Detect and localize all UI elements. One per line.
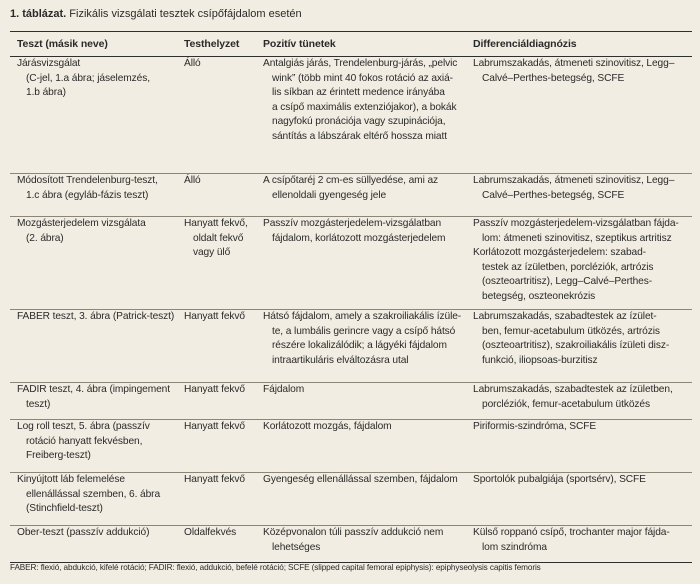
cell-position xyxy=(184,526,262,541)
cell-positive-signs xyxy=(263,526,471,555)
cell-line: ben, femur-acetabulum ütközés, artrózis xyxy=(482,325,660,337)
cell-line: wink” (több mint 40 fokos rotáció az axiá- xyxy=(272,72,453,84)
cell-line: Calvé–Perthes-betegség, SCFE xyxy=(482,72,625,84)
table-row xyxy=(10,419,692,472)
cell-line: Piriformis-szindróma, SCFE xyxy=(473,421,597,432)
cell-positive-signs xyxy=(263,217,471,246)
cell-line: Labrumszakadás, átmeneti szinovitisz, Legg– xyxy=(473,58,675,69)
cell-line: testek az ízületben, porcléziók, artrózis xyxy=(482,261,654,273)
cell-test xyxy=(17,57,182,101)
header-test: Teszt (másik neve) xyxy=(17,38,108,50)
cell-line: Hanyatt fekvő xyxy=(184,421,245,432)
cell-line: Hanyatt fekvő xyxy=(184,384,245,395)
cell-line: sántítás a lábszárak eltérő hossza miatt xyxy=(272,130,447,142)
cell-test xyxy=(17,473,182,517)
cell-line: Labrumszakadás, átmeneti szinovitisz, Legg– xyxy=(473,175,675,186)
cell-test xyxy=(17,383,182,412)
cell-line: (2. ábra) xyxy=(26,232,64,244)
cell-line: 1.b ábra) xyxy=(26,87,66,99)
cell-differential xyxy=(473,526,689,555)
cell-line: Hanyatt fekvő xyxy=(184,311,245,322)
cell-differential xyxy=(473,310,689,368)
table-row xyxy=(10,525,692,562)
cell-positive-signs xyxy=(263,310,471,368)
cell-line: lom: átmeneti szinovitisz, szeptikus artritisz xyxy=(482,232,672,244)
cell-line: nagyfokú pronációja vagy szupinációja, xyxy=(272,116,446,128)
cell-positive-signs xyxy=(263,383,471,398)
cell-line: porcléziók, femur-acetabulum ütközés xyxy=(482,398,650,410)
cell-line: a csípő maximális extenziójakor), a bokák xyxy=(272,101,457,113)
cell-line: ellenoldali gyengeség jele xyxy=(272,189,387,201)
cell-line: FADIR teszt, 4. ábra (impingement xyxy=(17,384,170,395)
cell-line: Fájdalom xyxy=(263,384,305,395)
cell-line: Álló xyxy=(184,175,201,186)
cell-line: Labrumszakadás, szabadtestek az ízület- xyxy=(473,311,657,322)
cell-line: Korlátozott mozgásterjedelem: szabad- xyxy=(473,247,646,259)
cell-line: lis síkban az érintett medence irányába xyxy=(272,87,445,99)
cell-line: Hátsó fájdalom, amely a szakroiliakális ízüle- xyxy=(263,311,462,322)
cell-test xyxy=(17,174,182,203)
cell-differential xyxy=(473,217,689,305)
cell-line: (oszteoartritisz), szakroiliakális ízületi disz- xyxy=(482,340,670,352)
cell-line: Korlátozott mozgás, fájdalom xyxy=(263,421,392,432)
cell-line: Ober-teszt (passzív addukció) xyxy=(17,527,150,538)
cell-positive-signs xyxy=(263,420,471,435)
cell-line: oldalt fekvő xyxy=(193,232,244,244)
table-footnote: FABER: flexió, abdukció, kifelé rotáció; FADIR: flexió, addukció, befelé rotáció; SCFE (slipped capital femoral epiphysis): epiphyseolysis capitis femoris xyxy=(10,563,541,572)
cell-line: fájdalom, korlátozott mozgásterjedelem xyxy=(272,232,446,244)
cell-test xyxy=(17,217,182,246)
cell-line: teszt) xyxy=(26,398,51,410)
cell-position xyxy=(184,217,262,261)
cell-line: Calvé–Perthes-betegség, SCFE xyxy=(482,189,625,201)
cell-differential xyxy=(473,383,689,412)
cell-line: Oldalfekvés xyxy=(184,527,237,538)
cell-line: 1.c ábra (egyláb-fázis teszt) xyxy=(26,189,149,201)
cell-position xyxy=(184,420,262,435)
cell-line: Passzív mozgásterjedelem-vizsgálatban fájda- xyxy=(473,218,679,229)
cell-line: Antalgiás járás, Trendelenburg-járás, „pelvic xyxy=(263,58,458,69)
cell-line: Mozgásterjedelem vizsgálata xyxy=(17,218,146,229)
cell-line: Hanyatt fekvő xyxy=(184,474,245,485)
cell-differential xyxy=(473,473,689,488)
cell-line: lom szindróma xyxy=(482,541,547,553)
header-differential-diagnosis: Differenciáldiagnózis xyxy=(473,38,577,50)
table-caption xyxy=(10,7,302,21)
cell-position xyxy=(184,473,262,488)
cell-line: (Stinchfield-teszt) xyxy=(26,503,103,515)
cell-line: (C-jel, 1.a ábra; jáselemzés, xyxy=(26,72,150,84)
cell-position xyxy=(184,174,262,189)
header-positive-signs: Pozitív tünetek xyxy=(263,38,336,50)
cell-position xyxy=(184,383,262,398)
table-row xyxy=(10,216,692,309)
cell-line: Középvonalon túli passzív addukció nem xyxy=(263,527,444,538)
cell-test xyxy=(17,420,182,464)
cell-line: intraartikuláris elváltozásra utal xyxy=(272,354,409,366)
cell-line: te, a lumbális gerincre vagy a csípő hátsó xyxy=(272,325,456,337)
cell-line: lehetséges xyxy=(272,541,321,553)
cell-line: Járásvizsgálat xyxy=(17,58,81,69)
cell-position xyxy=(184,57,262,72)
cell-line: funkció, iliopsoas-burzitisz xyxy=(482,354,598,366)
table-header-row xyxy=(10,32,692,57)
cell-line: FABER teszt, 3. ábra (Patrick-teszt) xyxy=(17,311,175,322)
table-caption-text: Fizikális vizsgálati tesztek csípőfájdalom esetén xyxy=(66,8,302,20)
cell-line: Álló xyxy=(184,58,201,69)
cell-line: betegség, oszteonekrózis xyxy=(482,290,596,302)
table-row xyxy=(10,382,692,419)
cell-differential xyxy=(473,174,689,203)
table-row xyxy=(10,309,692,382)
cell-line: (oszteoartritisz), Legg–Calvé–Perthes- xyxy=(482,276,653,288)
cell-line: ellenállással szemben, 6. ábra xyxy=(26,488,161,500)
table-caption-label: 1. táblázat. xyxy=(10,8,67,20)
cell-line: Gyengeség ellenállással szemben, fájdalom xyxy=(263,474,458,485)
cell-differential xyxy=(473,420,689,435)
cell-line: Sportolók pubalgiája (sportsérv), SCFE xyxy=(473,474,646,485)
cell-differential xyxy=(473,57,689,86)
cell-position xyxy=(184,310,262,325)
header-position: Testhelyzet xyxy=(184,38,240,50)
cell-line: Módosított Trendelenburg-teszt, xyxy=(17,175,158,186)
cell-test xyxy=(17,310,182,325)
table-row xyxy=(10,173,692,216)
cell-line: Passzív mozgásterjedelem-vizsgálatban xyxy=(263,218,442,229)
cell-line: vagy ülő xyxy=(193,247,231,259)
cell-line: Külső roppanó csípő, trochanter major fájda- xyxy=(473,527,670,538)
cell-line: rotáció hanyatt fekvésben, xyxy=(26,435,143,447)
table-row xyxy=(10,472,692,525)
cell-positive-signs xyxy=(263,473,471,488)
cell-test xyxy=(17,526,182,541)
cell-line: Labrumszakadás, szabadtestek az ízületben, xyxy=(473,384,673,395)
cell-line: A csípőtaréj 2 cm-es süllyedése, ami az xyxy=(263,175,439,186)
cell-positive-signs xyxy=(263,174,471,203)
table-row xyxy=(10,57,692,173)
cell-line: Freiberg-teszt) xyxy=(26,450,91,462)
cell-positive-signs xyxy=(263,57,471,145)
cell-line: részére lokalizálódik; a lágyéki fájdalom xyxy=(272,340,447,352)
cell-line: Hanyatt fekvő, xyxy=(184,218,248,229)
cell-line: Kinyújtott láb felemelése xyxy=(17,474,125,485)
physical-exam-table xyxy=(10,31,692,563)
cell-line: Log roll teszt, 5. ábra (passzív xyxy=(17,421,150,432)
